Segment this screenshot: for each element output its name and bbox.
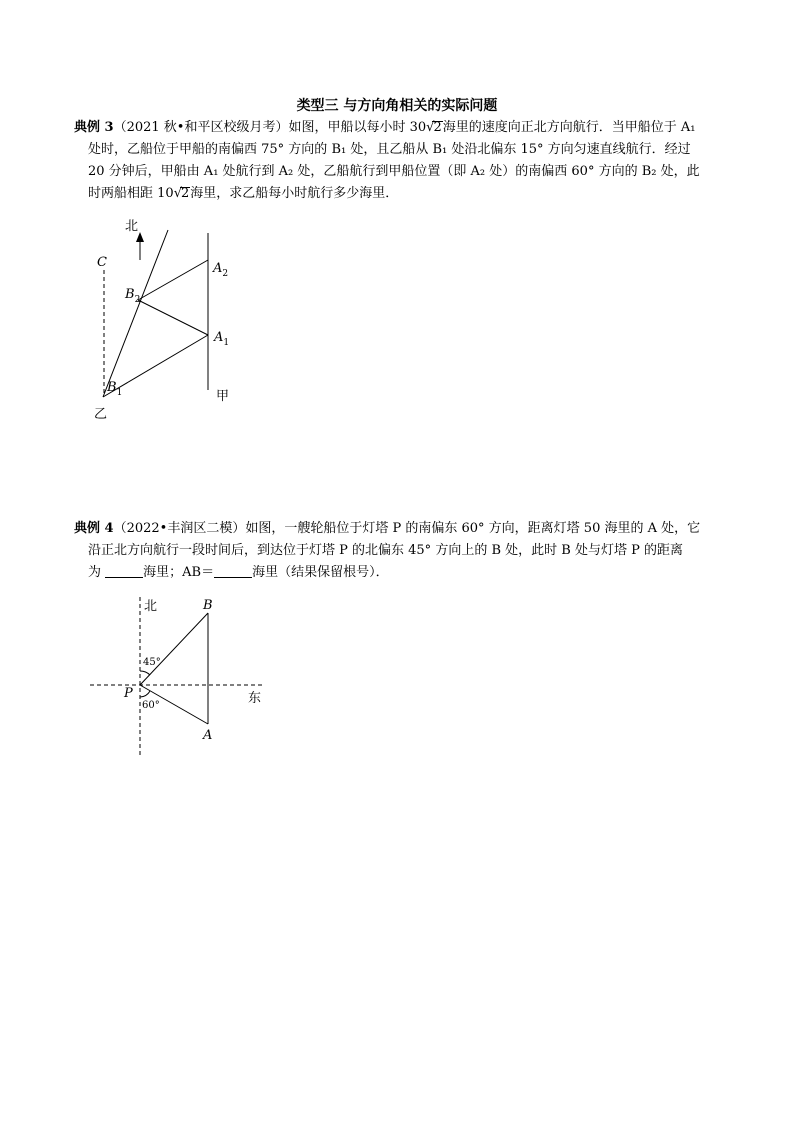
fig3-b1-sub: 1 bbox=[116, 388, 123, 398]
angle-45-arc bbox=[140, 671, 150, 675]
example-3-line-4b: 海里，求乙船每小时航行多少海里． bbox=[190, 186, 399, 201]
fig3-label-c: C bbox=[97, 255, 107, 270]
example-3-line-2: 处时，乙船位于甲船的南偏西 75° 方向的 B₁ 处，且乙船从 B₁ 处沿北偏东 15° 方向匀速直线航行．经过 bbox=[88, 142, 691, 157]
sqrt-radicand-2: 2 bbox=[180, 186, 190, 201]
fig4-label-b: B bbox=[203, 598, 213, 613]
fig3-a1-letter: A bbox=[214, 330, 224, 345]
angle-60-arc bbox=[140, 691, 150, 697]
fig3-b2-sub: 2 bbox=[134, 295, 141, 305]
example-4-line-1 bbox=[74, 518, 724, 540]
example-4-text bbox=[74, 518, 724, 584]
example-3-source: （2021 秋•和平区校级月考） bbox=[113, 120, 289, 135]
example-3-line-1a: 如图，甲船以每小时 30 bbox=[288, 120, 427, 135]
example-3-line-3: 20 分钟后，甲船由 A₁ 处航行到 A₂ 处，乙船航行到甲船位置（即 A₂ 处）的南偏西 60° 方向的 B₂ 处，此 bbox=[88, 164, 700, 179]
fig4-east-label: 东 bbox=[248, 691, 262, 706]
example-4-line-3b: 海里；AB＝ bbox=[143, 565, 215, 580]
segment-b2a1 bbox=[138, 300, 208, 335]
fig3-b2-letter: B bbox=[125, 287, 135, 302]
sqrt-radicand-1: 2 bbox=[433, 120, 442, 135]
example-4-line-3c: 海里（结果保留根号）． bbox=[252, 565, 389, 580]
fig3-label-b2 bbox=[124, 287, 140, 305]
fig4-label-p: P bbox=[124, 686, 133, 701]
fig3-label-a2 bbox=[212, 261, 228, 279]
fig3-b1-letter: B bbox=[107, 380, 117, 395]
figure-example-3 bbox=[103, 230, 208, 397]
fig4-north-label: 北 bbox=[144, 599, 158, 614]
fig4-label-a: A bbox=[203, 728, 213, 743]
example-4-source: （2022•丰润区二模） bbox=[113, 521, 246, 536]
fig3-a1-sub: 1 bbox=[223, 338, 230, 348]
example-4-line-1-text: 如图，一艘轮船位于灯塔 P 的南偏东 60° 方向，距离灯塔 50 海里的 A 处，它 bbox=[245, 521, 701, 536]
example-4-line-3a: 为 bbox=[88, 565, 106, 580]
example-3-line-4a: 时两船相距 10 bbox=[88, 186, 174, 201]
answer-blank-ab[interactable] bbox=[214, 564, 252, 578]
fig3-north-label: 北 bbox=[125, 219, 139, 234]
example-3-tag: 典例 3 bbox=[74, 120, 114, 135]
fig3-label-b1 bbox=[106, 380, 122, 398]
fig3-a2-sub: 2 bbox=[222, 269, 229, 279]
example-3-line-1: 典例 3（2021 秋•和平区校级月考）如图，甲船以每小时 30√2海里的速度向正北方向航行．当甲船位于 A₁ bbox=[74, 120, 696, 135]
fig3-label-yi: 乙 bbox=[94, 407, 108, 422]
figure-example-4 bbox=[90, 597, 265, 757]
section-title: 类型三 与方向角相关的实际问题 bbox=[296, 98, 498, 114]
segment-pb bbox=[140, 613, 208, 685]
example-4-tag: 典例 4 bbox=[74, 521, 114, 536]
fig3-label-jia: 甲 bbox=[216, 389, 230, 404]
example-4-line-2: 沿正北方向航行一段时间后，到达位于灯塔 P 的北偏东 45° 方向上的 B 处，此时 B 处与灯塔 P 的距离 bbox=[88, 543, 683, 558]
answer-blank-pb[interactable] bbox=[105, 564, 143, 578]
fig4-angle-45: 45° bbox=[143, 657, 161, 668]
example-3-line-4: 时两船相距 10√2海里，求乙船每小时航行多少海里． bbox=[88, 186, 399, 201]
example-4-line-3 bbox=[74, 562, 724, 584]
fig4-angle-60: 60° bbox=[142, 700, 160, 711]
course-line-b1b2 bbox=[103, 230, 168, 397]
fig3-a2-letter: A bbox=[213, 261, 223, 276]
fig3-label-a1 bbox=[213, 330, 229, 348]
example-3-line-1b: 海里的速度向正北方向航行．当甲船位于 A₁ bbox=[442, 120, 696, 135]
